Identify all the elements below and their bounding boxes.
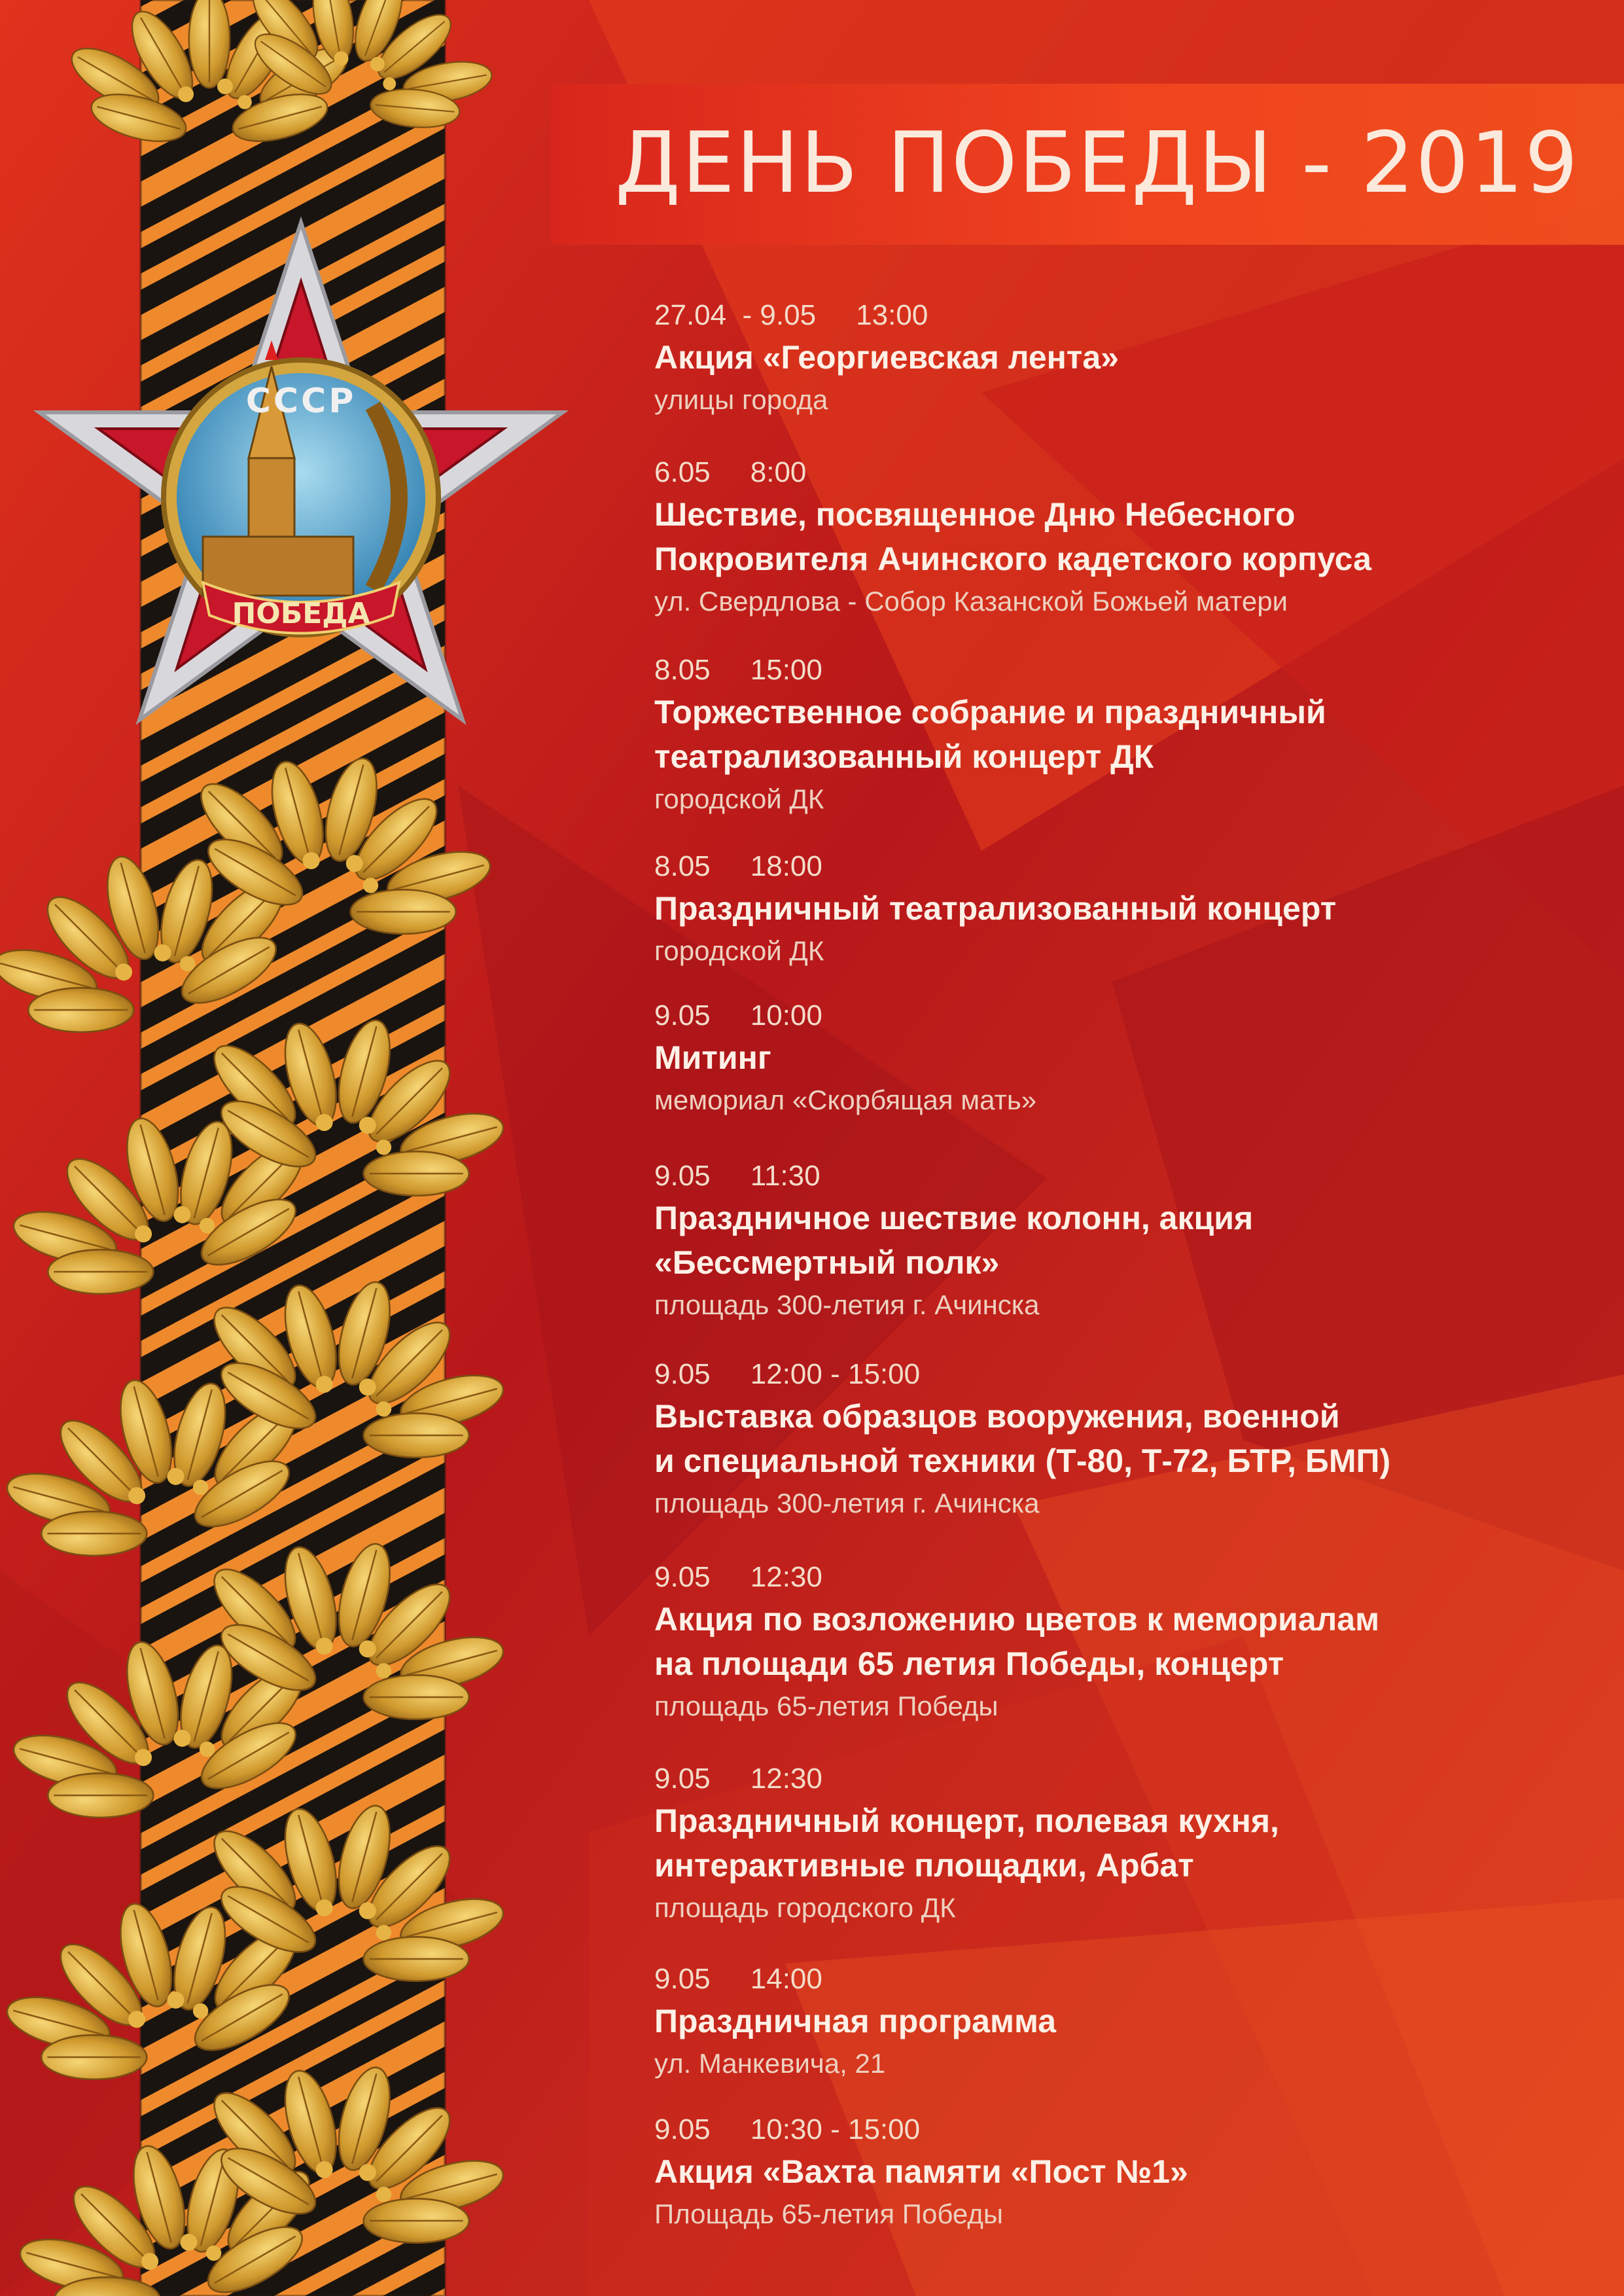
event-date-time: 9.05 12:00 - 15:00: [654, 1358, 921, 1390]
event-title-line: интерактивные площадки, Арбат: [654, 1847, 1194, 1884]
event-item: [654, 2110, 1603, 2234]
event-title-line: Выставка образцов вооружения, военной: [654, 1398, 1340, 1435]
event-title-line: на площади 65 летия Победы, концерт: [654, 1645, 1284, 1682]
event-location: городской ДК: [654, 935, 824, 966]
event-title-line: Акция «Георгиевская лента»: [654, 339, 1119, 376]
event-location: городской ДК: [654, 783, 824, 814]
event-location: улицы города: [654, 384, 828, 415]
event-title-line: Праздничный концерт, полевая кухня,: [654, 1803, 1279, 1839]
medal-top-text: СССР: [245, 382, 357, 421]
event-location: мемориал «Скорбящая мать»: [654, 1085, 1037, 1115]
event-date-time: 9.05 12:30: [654, 1561, 822, 1593]
event-item: [654, 1355, 1603, 1524]
event-title: [654, 1035, 1603, 1080]
event-title-line: Праздничное шествие колонн, акция: [654, 1200, 1254, 1236]
event-title-line: Праздничный театрализованный концерт: [654, 890, 1337, 927]
st-george-ribbon-decoration: [0, 0, 589, 2296]
event-title-line: Покровителя Ачинского кадетского корпуса: [654, 541, 1371, 577]
event-title: [654, 886, 1603, 931]
event-item: [654, 996, 1603, 1121]
event-title-line: Акция по возложению цветов к мемориалам: [654, 1601, 1380, 1638]
poster-title: ДЕНЬ ПОБЕДЫ - 2019: [615, 115, 1580, 212]
event-location: ул. Свердлова - Собор Казанской Божьей матери: [654, 586, 1288, 617]
event-title-line: Шествие, посвященное Дню Небесного: [654, 496, 1296, 533]
event-date-time: 8.05 15:00: [654, 654, 822, 686]
event-title: [654, 1394, 1603, 1483]
event-title: [654, 690, 1603, 779]
event-date-time: 9.05 14:00: [654, 1963, 822, 1995]
event-date-time: 8.05 18:00: [654, 850, 822, 882]
event-title-line: и специальной техники (Т-80, Т-72, БТР, БМП): [654, 1443, 1391, 1479]
event-date-time: 6.05 8:00: [654, 456, 807, 488]
event-title: [654, 335, 1603, 380]
medal-ribbon-text: ПОБЕДА: [232, 597, 370, 630]
event-item: [654, 847, 1603, 971]
event-item: [654, 1759, 1603, 1928]
event-location: площадь 300-летия г. Ачинска: [654, 1488, 1040, 1518]
event-item: [654, 453, 1603, 622]
event-date-time: 9.05 11:30: [654, 1160, 821, 1192]
event-item: [654, 1558, 1603, 1727]
event-title-line: «Бессмертный полк»: [654, 1244, 1000, 1281]
event-title: [654, 1799, 1603, 1888]
event-item: [654, 651, 1603, 819]
event-date-time: 9.05 12:30: [654, 1763, 822, 1795]
event-title-line: Акция «Вахта памяти «Пост №1»: [654, 2153, 1188, 2190]
event-date-time: 9.05 10:00: [654, 999, 822, 1031]
event-title: [654, 2149, 1603, 2194]
event-title-line: Торжественное собрание и праздничный: [654, 694, 1326, 730]
event-item: [654, 1157, 1603, 1325]
event-location: площадь городского ДК: [654, 1892, 956, 1923]
event-location: площадь 300-летия г. Ачинска: [654, 1289, 1040, 1320]
event-title: [654, 1196, 1603, 1285]
event-item: [654, 296, 1603, 420]
event-date-time: 9.05 10:30 - 15:00: [654, 2113, 921, 2145]
event-title-line: Митинг: [654, 1039, 771, 1076]
event-title-line: Праздничная программа: [654, 2003, 1057, 2039]
event-title: [654, 1999, 1603, 2043]
event-location: ул. Манкевича, 21: [654, 2048, 886, 2079]
event-date-time: 27.04 - 9.05 13:00: [654, 299, 928, 331]
event-title-line: театрализованный концерт ДК: [654, 738, 1154, 775]
event-title: [654, 1597, 1603, 1686]
event-item: [654, 1960, 1603, 2084]
event-location: Площадь 65-летия Победы: [654, 2198, 1004, 2229]
event-location: площадь 65-летия Победы: [654, 1691, 998, 1721]
event-title: [654, 492, 1603, 581]
